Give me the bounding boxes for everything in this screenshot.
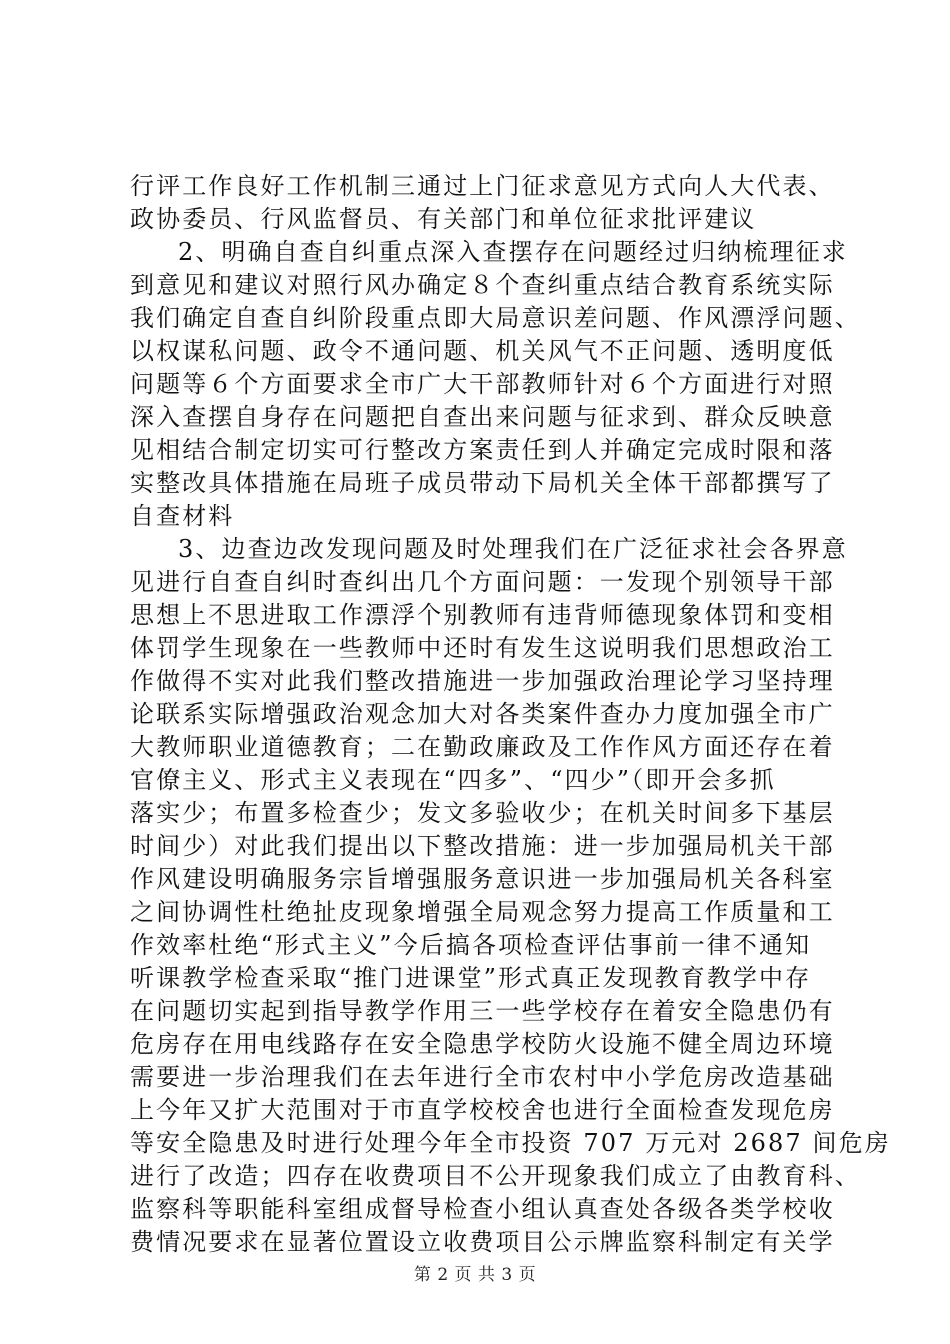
text-line: 之间协调性杜绝扯皮现象增强全局观念努力提高工作质量和工 (130, 898, 835, 926)
page-footer: 第 2 页 共 3 页 (413, 1265, 537, 1285)
text-line: 论联系实际增强政治观念加大对各类案件查办力度加强全市广 (130, 700, 835, 728)
text-line: 我们确定自查自纠阶段重点即大局意识差问题、作风漂浮问题、 (130, 304, 861, 332)
text-line: 大教师职业道德教育；二在勤政廉政及工作作风方面还存在着 (130, 733, 835, 761)
text-line: 行评工作良好工作机制三通过上门征求意见方式向人大代表、 (130, 172, 835, 200)
text-line: 危房存在用电线路存在安全隐患学校防火设施不健全周边环境 (130, 1030, 835, 1058)
text-line: 听课教学检查采取“推门进课堂”形式真正发现教育教学中存 (130, 964, 812, 992)
text-line: 进行了改造；四存在收费项目不公开现象我们成立了由教育科、 (130, 1162, 861, 1190)
text-line: 思想上不思进取工作漂浮个别教师有违背师德现象体罚和变相 (130, 601, 835, 629)
paragraph-start-line: 3、边查边改发现问题及时处理我们在广泛征求社会各界意 (178, 535, 848, 563)
text-line: 监察科等职能科室组成督导检查小组认真查处各级各类学校收 (130, 1195, 835, 1223)
text-line: 在问题切实起到指导教学作用三一些学校存在着安全隐患仍有 (130, 997, 835, 1025)
text-line: 见进行自查自纠时查纠出几个方面问题：一发现个别领导干部 (130, 568, 835, 596)
text-line: 需要进一步治理我们在去年进行全市农村中小学危房改造基础 (130, 1063, 835, 1091)
text-line: 实整改具体措施在局班子成员带动下局机关全体干部都撰写了 (130, 469, 835, 497)
text-line: 官僚主义、形式主义表现在“四多”、“四少”（即开会多抓 (130, 766, 776, 794)
text-line: 作做得不实对此我们整改措施进一步加强政治理论学习坚持理 (130, 667, 835, 695)
text-line: 到意见和建议对照行风办确定８个查纠重点结合教育系统实际 (130, 271, 835, 299)
text-line: 上今年又扩大范围对于市直学校校舍也进行全面检查发现危房 (130, 1096, 835, 1124)
text-line: 时间少）对此我们提出以下整改措施：进一步加强局机关干部 (130, 832, 835, 860)
text-line: 见相结合制定切实可行整改方案责任到人并确定完成时限和落 (130, 436, 835, 464)
text-line: 作效率杜绝“形式主义”今后搞各项检查评估事前一律不通知 (130, 931, 812, 959)
text-line: 以权谋私问题、政令不通问题、机关风气不正问题、透明度低 (130, 337, 835, 365)
text-line: 自查材料 (130, 502, 235, 530)
paragraph-start-line: 2、明确自查自纠重点深入查摆存在问题经过归纳梳理征求 (178, 238, 848, 266)
text-line: 作风建设明确服务宗旨增强服务意识进一步加强局机关各科室 (130, 865, 835, 893)
text-line: 等安全隐患及时进行处理今年全市投资 707 万元对 2687 间危房 (130, 1129, 891, 1157)
text-line: 落实少；布置多检查少；发文多验收少；在机关时间多下基层 (130, 799, 835, 827)
text-line: 问题等６个方面要求全市广大干部教师针对６个方面进行对照 (130, 370, 835, 398)
text-line: 深入查摆自身存在问题把自查出来问题与征求到、群众反映意 (130, 403, 835, 431)
body-text (130, 170, 891, 1259)
text-line: 费情况要求在显著位置设立收费项目公示牌监察科制定有关学 (130, 1228, 835, 1256)
text-line: 体罚学生现象在一些教师中还时有发生这说明我们思想政治工 (130, 634, 835, 662)
text-line: 政协委员、行风监督员、有关部门和单位征求批评建议 (130, 205, 757, 233)
